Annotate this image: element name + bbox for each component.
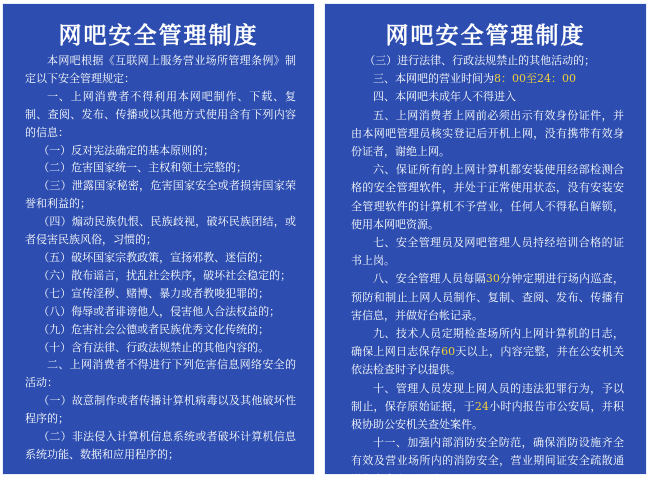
- panel-title: 网吧安全管理制度: [58, 23, 259, 49]
- rule-item: [351, 325, 624, 380]
- rule-item: 六、保证所有的上网计算机都安装使用经部检测合格的安全管理软件，并处于正常使用状态，没有安装安全管理软件的计算机不予营业，任何人不得私自解锁，使用本网吧资源。: [351, 163, 624, 231]
- sub-item: （二）危害国家统一、主权和领土完整的；: [38, 161, 248, 175]
- rule-text: 十、管理人员发现上网人员的违法犯罪行为，予以制止，保存原始证据，于: [351, 381, 624, 413]
- sub-item: （三）泄露国家秘密，危害国家安全或者损害国家荣誉和利益的；: [25, 179, 296, 211]
- log-retention-days: 60: [441, 345, 456, 359]
- sub-item: （五）破坏国家宗教政策，宣扬邪教、迷信的；: [38, 250, 270, 264]
- report-hours: 24: [474, 399, 489, 413]
- panel-title: 网吧安全管理制度: [385, 23, 586, 49]
- rule-item: 七、安全管理员及网吧管理人员持经培训合格的证书上岗。: [351, 236, 624, 268]
- left-panel: [2, 3, 315, 475]
- rule-item: 二、上网消费者不得进行下列危害信息网络安全的活动：: [25, 358, 296, 390]
- business-hours: 8：00至24：00: [494, 72, 576, 86]
- rule-text: 分钟定期进行场内巡查，预防和制止上网人员制作、复制、查阅、发布、传播有害信息，并做好台帐记录。: [351, 272, 625, 322]
- sub-item: （八）侮辱或者诽谤他人，侵害他人合法权益的；: [38, 304, 281, 318]
- sub-item: （二）非法侵入计算机信息系统或者破坏计算机信息系统功能、数据和应用程序的；: [25, 430, 296, 461]
- rule-text: 天以上，内容完整，并在公安机关依法检查时予以提供。: [351, 345, 625, 377]
- sub-item: （七）宣传淫秽、赌博、暴力或者教唆犯罪的；: [38, 286, 270, 300]
- rule-item: 一、上网消费者不得利用本网吧制作、下载、复制、查阅、发布、传播或以其他方式使用含有下列内容的信息：: [25, 89, 296, 139]
- panel-body: [325, 52, 646, 489]
- sub-item: （四）煽动民族仇恨、民族歧视，破坏民族团结，或者侵害民族风俗，习惯的；: [25, 215, 296, 247]
- patrol-interval: 30: [485, 272, 500, 286]
- rule-item: [351, 70, 624, 88]
- rule-text: 九、技术人员定期检查场所内上网计算机的日志，确保上网日志保存: [351, 327, 624, 359]
- right-panel: [324, 3, 647, 486]
- rule-item: 十一、加强内部消防安全防范，确保消防设施齐全有效及营业场所内的消防安全，营业期间证安全疏散通道和安全出口畅通。: [351, 436, 624, 486]
- sub-item: （六）散布谣言，扰乱社会秩序，破坏社会稳定的；: [38, 268, 292, 282]
- rule-item: 五、上网消费者上网前必须出示有效身份证件，并由本网吧管理员核实登记后开机上网，没有携带有效身份证者，谢绝上网。: [351, 108, 624, 159]
- rule-item: 四、本网吧未成年人不得进入: [373, 90, 516, 104]
- sub-item: （十）含有法律、行政法规禁止的其他内容的。: [38, 340, 270, 354]
- rule-text: 小时内报告市公安局，并积极协助公安机关查处案件。: [351, 399, 625, 432]
- sub-item: （一）反对宪法确定的基本原则的；: [38, 143, 215, 157]
- rule-item: [351, 270, 624, 325]
- rule-item: [351, 380, 624, 435]
- panel-body: [3, 52, 314, 464]
- sub-item: （一）故意制作或者传播计算机病毒以及其他破坏性程序的；: [25, 394, 296, 426]
- sub-item: （九）危害社会公德或者民族优秀文化传统的；: [38, 322, 270, 336]
- intro-paragraph: 本网吧根据《互联网上服务营业场所管理条例》制定以下安全管理规定：: [25, 54, 296, 85]
- rule-text: 三、本网吧的营业时间为: [373, 72, 494, 86]
- sub-item: （三）进行法律、行政法规禁止的其他活动的；: [364, 54, 596, 67]
- rule-text: 八、安全管理人员每隔: [373, 272, 486, 286]
